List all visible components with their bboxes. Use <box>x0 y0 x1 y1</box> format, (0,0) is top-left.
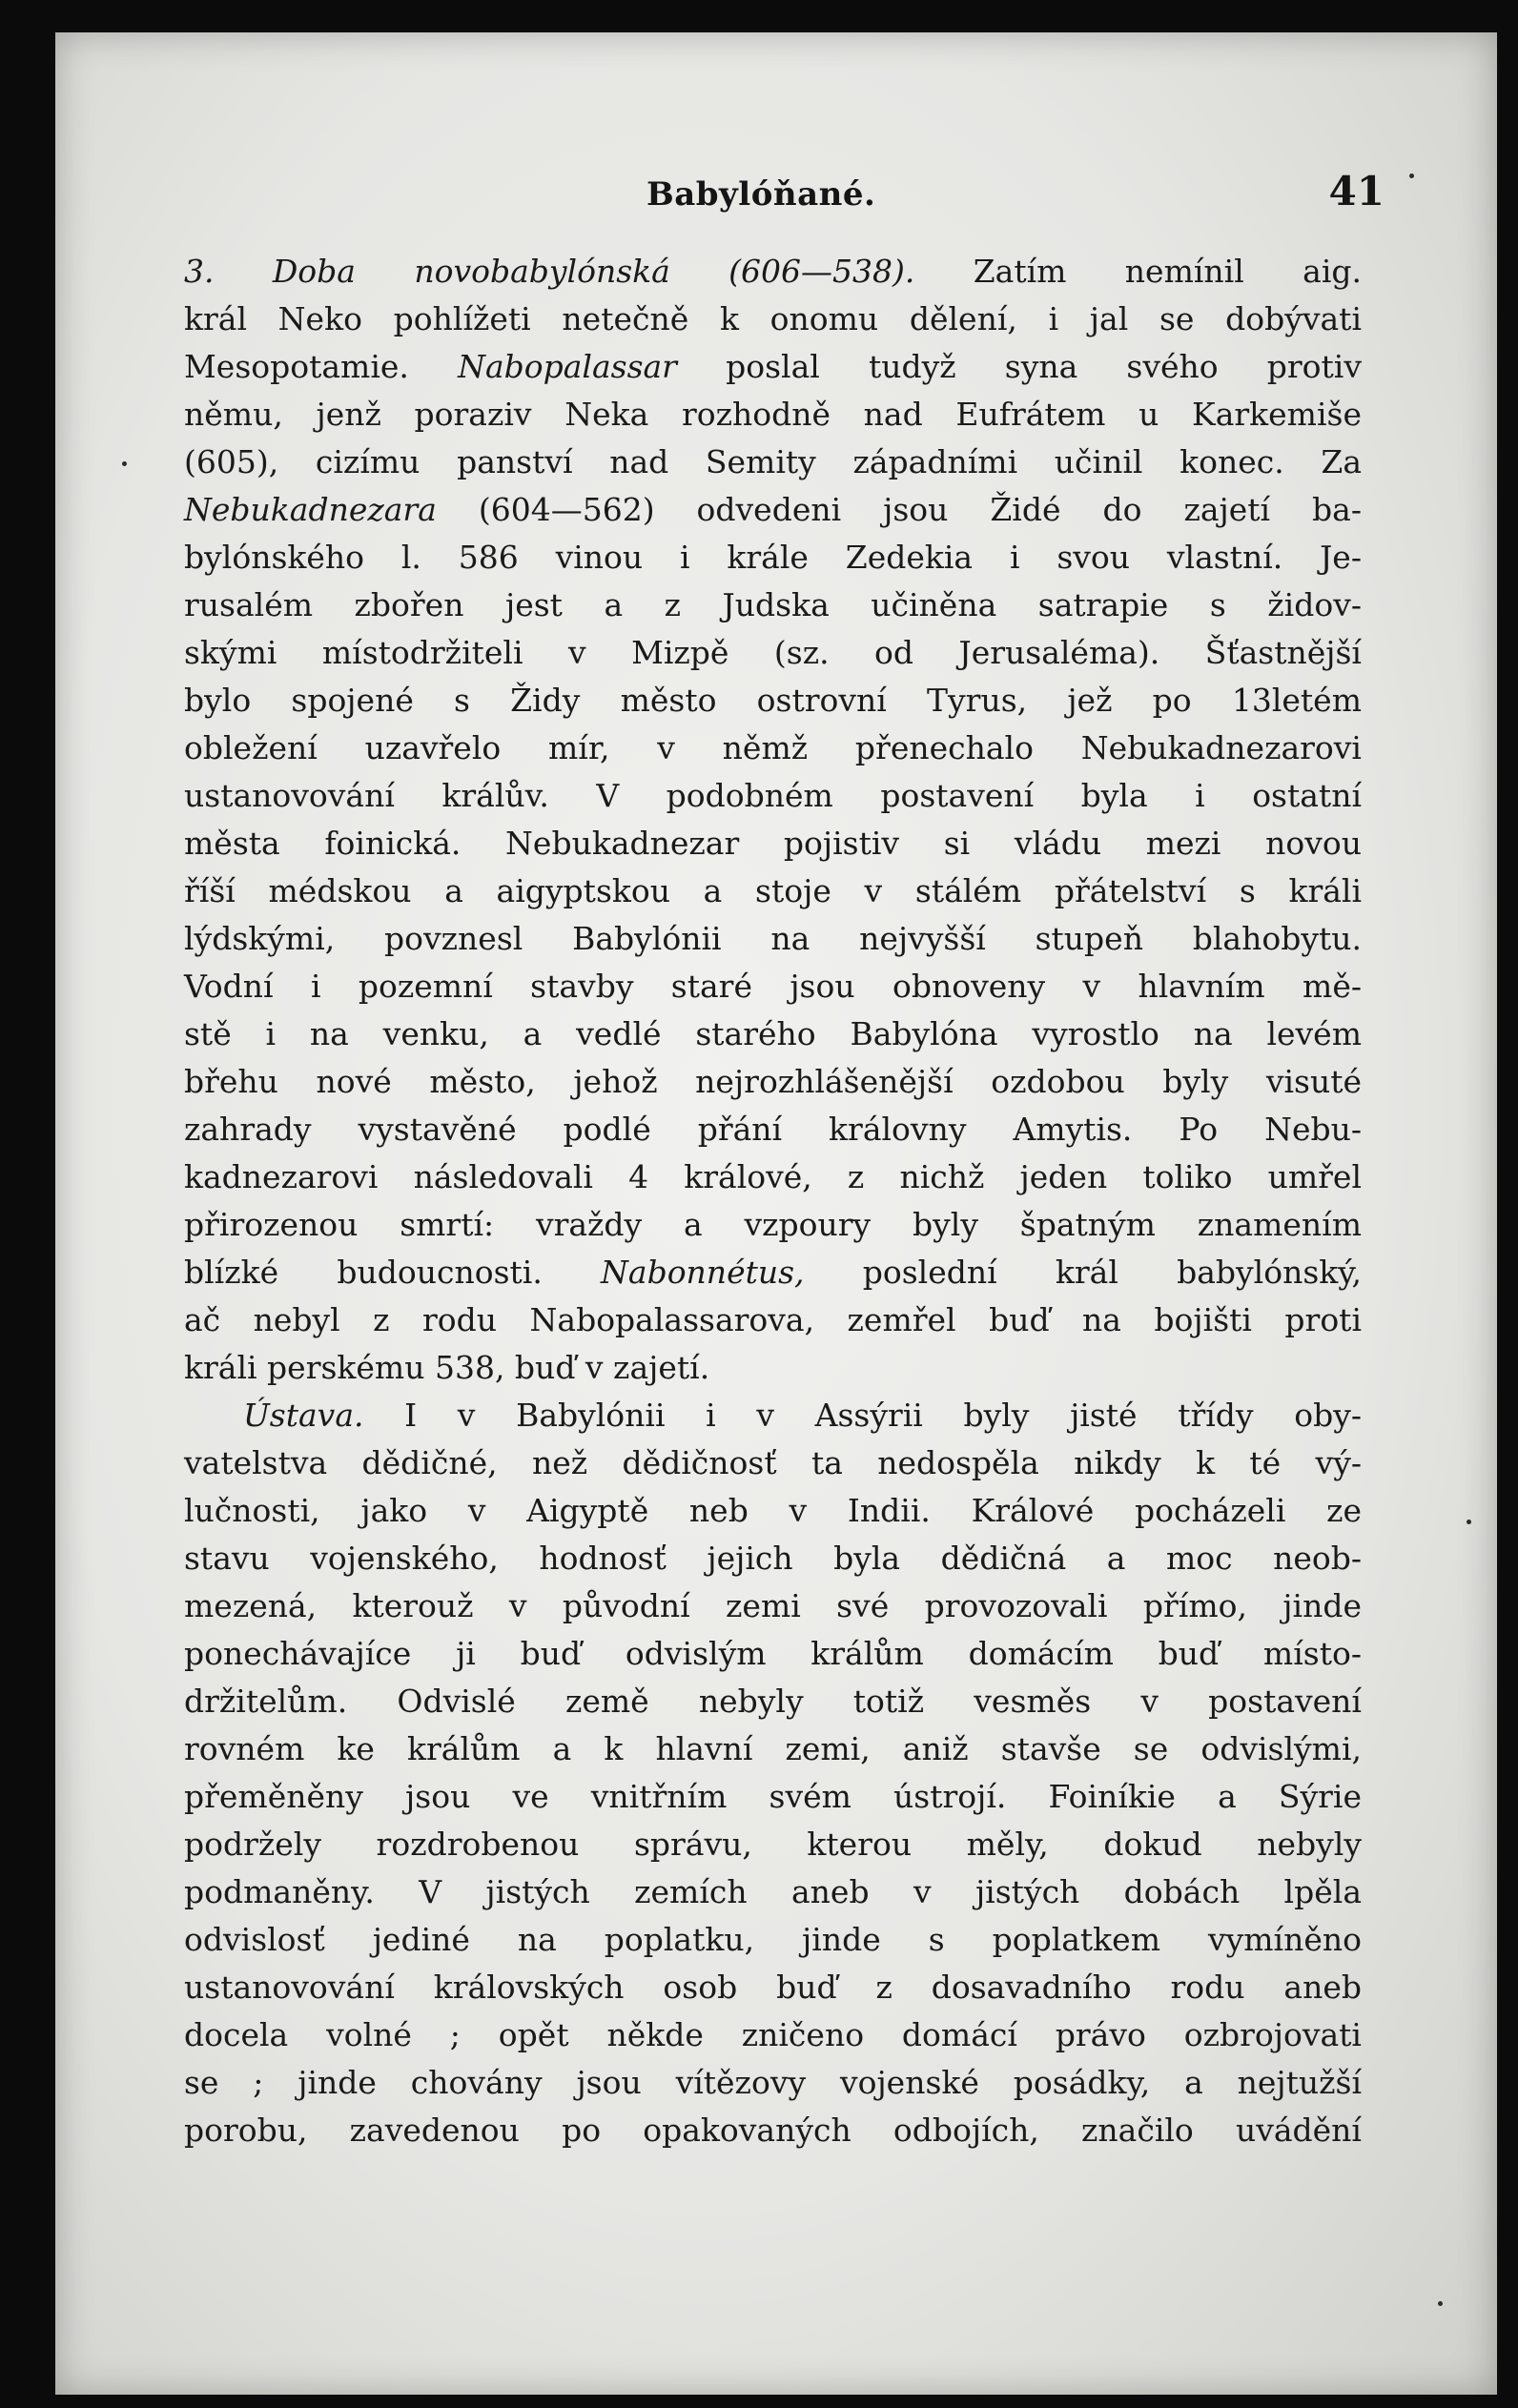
text-segment: podržely rozdrobenou správu, kterou měly, dokud nebyly <box>184 1826 1362 1863</box>
emphasis-text: Nabopalassar <box>458 348 677 385</box>
text-segment: odvislosť jediné na poplatku, jinde s poplatkem vymíněno <box>184 1921 1362 1958</box>
text-segment: král Neko pohlížeti netečně k onomu dělení, i jal se dobývati <box>184 300 1362 337</box>
paragraph <box>184 1392 1362 2154</box>
text-line <box>184 820 1362 867</box>
text-segment: bylo spojené s Židy město ostrovní Tyrus, jež po 13letém <box>184 682 1362 719</box>
text-line <box>184 1344 1362 1392</box>
text-line <box>184 1296 1362 1344</box>
text-segment: stě i na venku, a vedlé starého Babylóna vyrostlo na levém <box>184 1015 1362 1052</box>
text-segment: králi perskému 538, buď v zajetí. <box>184 1349 710 1386</box>
text-segment: blízké budoucnosti. <box>184 1254 602 1291</box>
text-segment: stavu vojenského, hodnosť jejich byla dědičná a moc neob- <box>184 1540 1362 1577</box>
text-segment: břehu nové město, jehož nejrozhlášenější ozdobou byly visuté <box>184 1063 1362 1100</box>
text-line <box>184 1249 1362 1296</box>
text-line <box>184 1916 1362 1964</box>
text-line <box>184 1487 1362 1535</box>
text-line <box>184 1439 1362 1487</box>
text-segment: zahrady vystavěné podlé přání královny Amytis. Po Nebu- <box>184 1111 1362 1148</box>
text-line <box>184 1153 1362 1201</box>
text-line <box>184 1010 1362 1058</box>
text-line <box>184 1821 1362 1868</box>
text-segment: kadnezarovi následovali 4 králové, z nichž jeden toliko umřel <box>184 1158 1362 1195</box>
emphasis-text: Ústava. <box>243 1397 364 1434</box>
text-line <box>184 1964 1362 2011</box>
text-segment: (604—562) odvedeni jsou Židé do zajetí ba- <box>436 491 1362 528</box>
text-segment: lučnosti, jako v Aigyptě neb v Indii. Králové pocházeli ze <box>184 1492 1362 1529</box>
text-segment: vatelstva dědičné, než dědičnosť ta nedospěla nikdy k té vý- <box>184 1444 1362 1481</box>
text-segment: ponechávajíce ji buď odvislým králům domácím buď místo- <box>184 1635 1362 1672</box>
text-line <box>184 439 1362 486</box>
text-line <box>184 1392 1362 1439</box>
text-segment: němu, jenž poraziv Neka rozhodně nad Eufrátem u Karkemiše <box>184 396 1362 433</box>
text-segment: ustanovování královských osob buď z dosavadního rodu aneb <box>184 1969 1362 2006</box>
scan-speck <box>1467 1520 1471 1524</box>
text-line <box>184 1201 1362 1249</box>
text-line <box>184 2011 1362 2059</box>
text-segment: poslední král babylónský, <box>804 1254 1363 1291</box>
text-segment: přirozenou smrtí: vraždy a vzpoury byly špatným znamením <box>184 1206 1362 1243</box>
text-line <box>184 1773 1362 1821</box>
emphasis-text: Nabonnétus, <box>601 1254 805 1291</box>
text-line <box>184 248 1362 296</box>
scan-speck <box>1409 173 1414 178</box>
text-line <box>184 1630 1362 1678</box>
text-segment: rovném ke králům a k hlavní zemi, aniž stavše se odvislými, <box>184 1730 1362 1767</box>
text-segment: I v Babylónii i v Assýrii byly jisté třídy oby- <box>363 1397 1362 1434</box>
text-segment: ač nebyl z rodu Nabopalassarova, zemřel buď na bojišti proti <box>184 1301 1362 1338</box>
text-segment: (605), cizímu panství nad Semity západními učinil konec. Za <box>184 443 1362 480</box>
text-segment: města foinická. Nebukadnezar pojistiv si vládu mezi novou <box>184 825 1362 862</box>
text-line <box>184 915 1362 963</box>
text-segment: bylónského l. 586 vinou i krále Zedekia i svou vlastní. Je- <box>184 539 1362 576</box>
emphasis-text: Nebukadnezara <box>184 491 437 528</box>
text-segment: poslal tudyž syna svého protiv <box>676 348 1362 385</box>
scan-speck <box>122 461 127 466</box>
text-line <box>184 296 1362 343</box>
text-line <box>184 534 1362 582</box>
body-text <box>184 248 1362 2393</box>
text-segment: docela volné ; opět někde zničeno domácí právo ozbrojovati <box>184 2016 1362 2053</box>
text-line <box>184 2107 1362 2154</box>
book-page <box>55 32 1497 2395</box>
emphasis-text: 3. Doba novobabylónská (606—538). <box>184 253 915 290</box>
scan-speck <box>1438 2301 1443 2306</box>
text-line <box>184 486 1362 534</box>
text-line <box>184 772 1362 820</box>
text-segment: skými místodržiteli v Mizpě (sz. od Jerusaléma). Šťastnější <box>184 634 1362 671</box>
text-line <box>184 1106 1362 1153</box>
text-line <box>184 343 1362 391</box>
text-segment: lýdskými, povznesl Babylónii na nejvyšší stupeň blahobytu. <box>184 920 1362 957</box>
text-line <box>184 1535 1362 1582</box>
text-line <box>184 1678 1362 1725</box>
page-number: 41 <box>1328 168 1385 214</box>
text-line <box>184 867 1362 915</box>
text-segment: Zatím nemínil aig. <box>914 253 1362 290</box>
text-segment: porobu, zavedenou po opakovaných odbojích, značilo uvádění <box>184 2112 1362 2149</box>
text-segment: ustanovování králův. V podobném postavení byla i ostatní <box>184 777 1362 814</box>
text-line <box>184 629 1362 677</box>
text-line <box>184 1058 1362 1106</box>
text-line <box>184 1725 1362 1773</box>
text-segment: držitelům. Odvislé země nebyly totiž vesměs v postavení <box>184 1683 1362 1720</box>
text-segment: přeměněny jsou ve vnitřním svém ústrojí. Foiníkie a Sýrie <box>184 1778 1362 1815</box>
text-line <box>184 1868 1362 1916</box>
running-title: Babylóňané. <box>646 175 876 214</box>
text-segment: říší médskou a aigyptskou a stoje v stálém přátelství s králi <box>184 872 1362 909</box>
text-line <box>184 2059 1362 2107</box>
text-segment: rusalém zbořen jest a z Judska učiněna satrapie s židov- <box>184 586 1362 623</box>
text-segment: obležení uzavřelo mír, v němž přenechalo Nebukadnezarovi <box>184 729 1362 766</box>
text-line <box>184 1582 1362 1630</box>
text-segment: Mesopotamie. <box>184 348 459 385</box>
text-segment: mezená, kterouž v původní zemi své provozovali přímo, jinde <box>184 1587 1362 1624</box>
text-segment: podmaněny. V jistých zemích aneb v jistých dobách lpěla <box>184 1873 1362 1910</box>
text-segment: Vodní i pozemní stavby staré jsou obnoveny v hlavním mě- <box>184 968 1362 1005</box>
text-segment: se ; jinde chovány jsou vítězovy vojenské posádky, a nejtužší <box>184 2064 1362 2101</box>
text-line <box>184 582 1362 629</box>
paragraph <box>184 248 1362 1392</box>
text-line <box>184 391 1362 439</box>
running-head <box>55 156 1497 223</box>
text-line <box>184 724 1362 772</box>
text-line <box>184 677 1362 724</box>
text-line <box>184 963 1362 1010</box>
